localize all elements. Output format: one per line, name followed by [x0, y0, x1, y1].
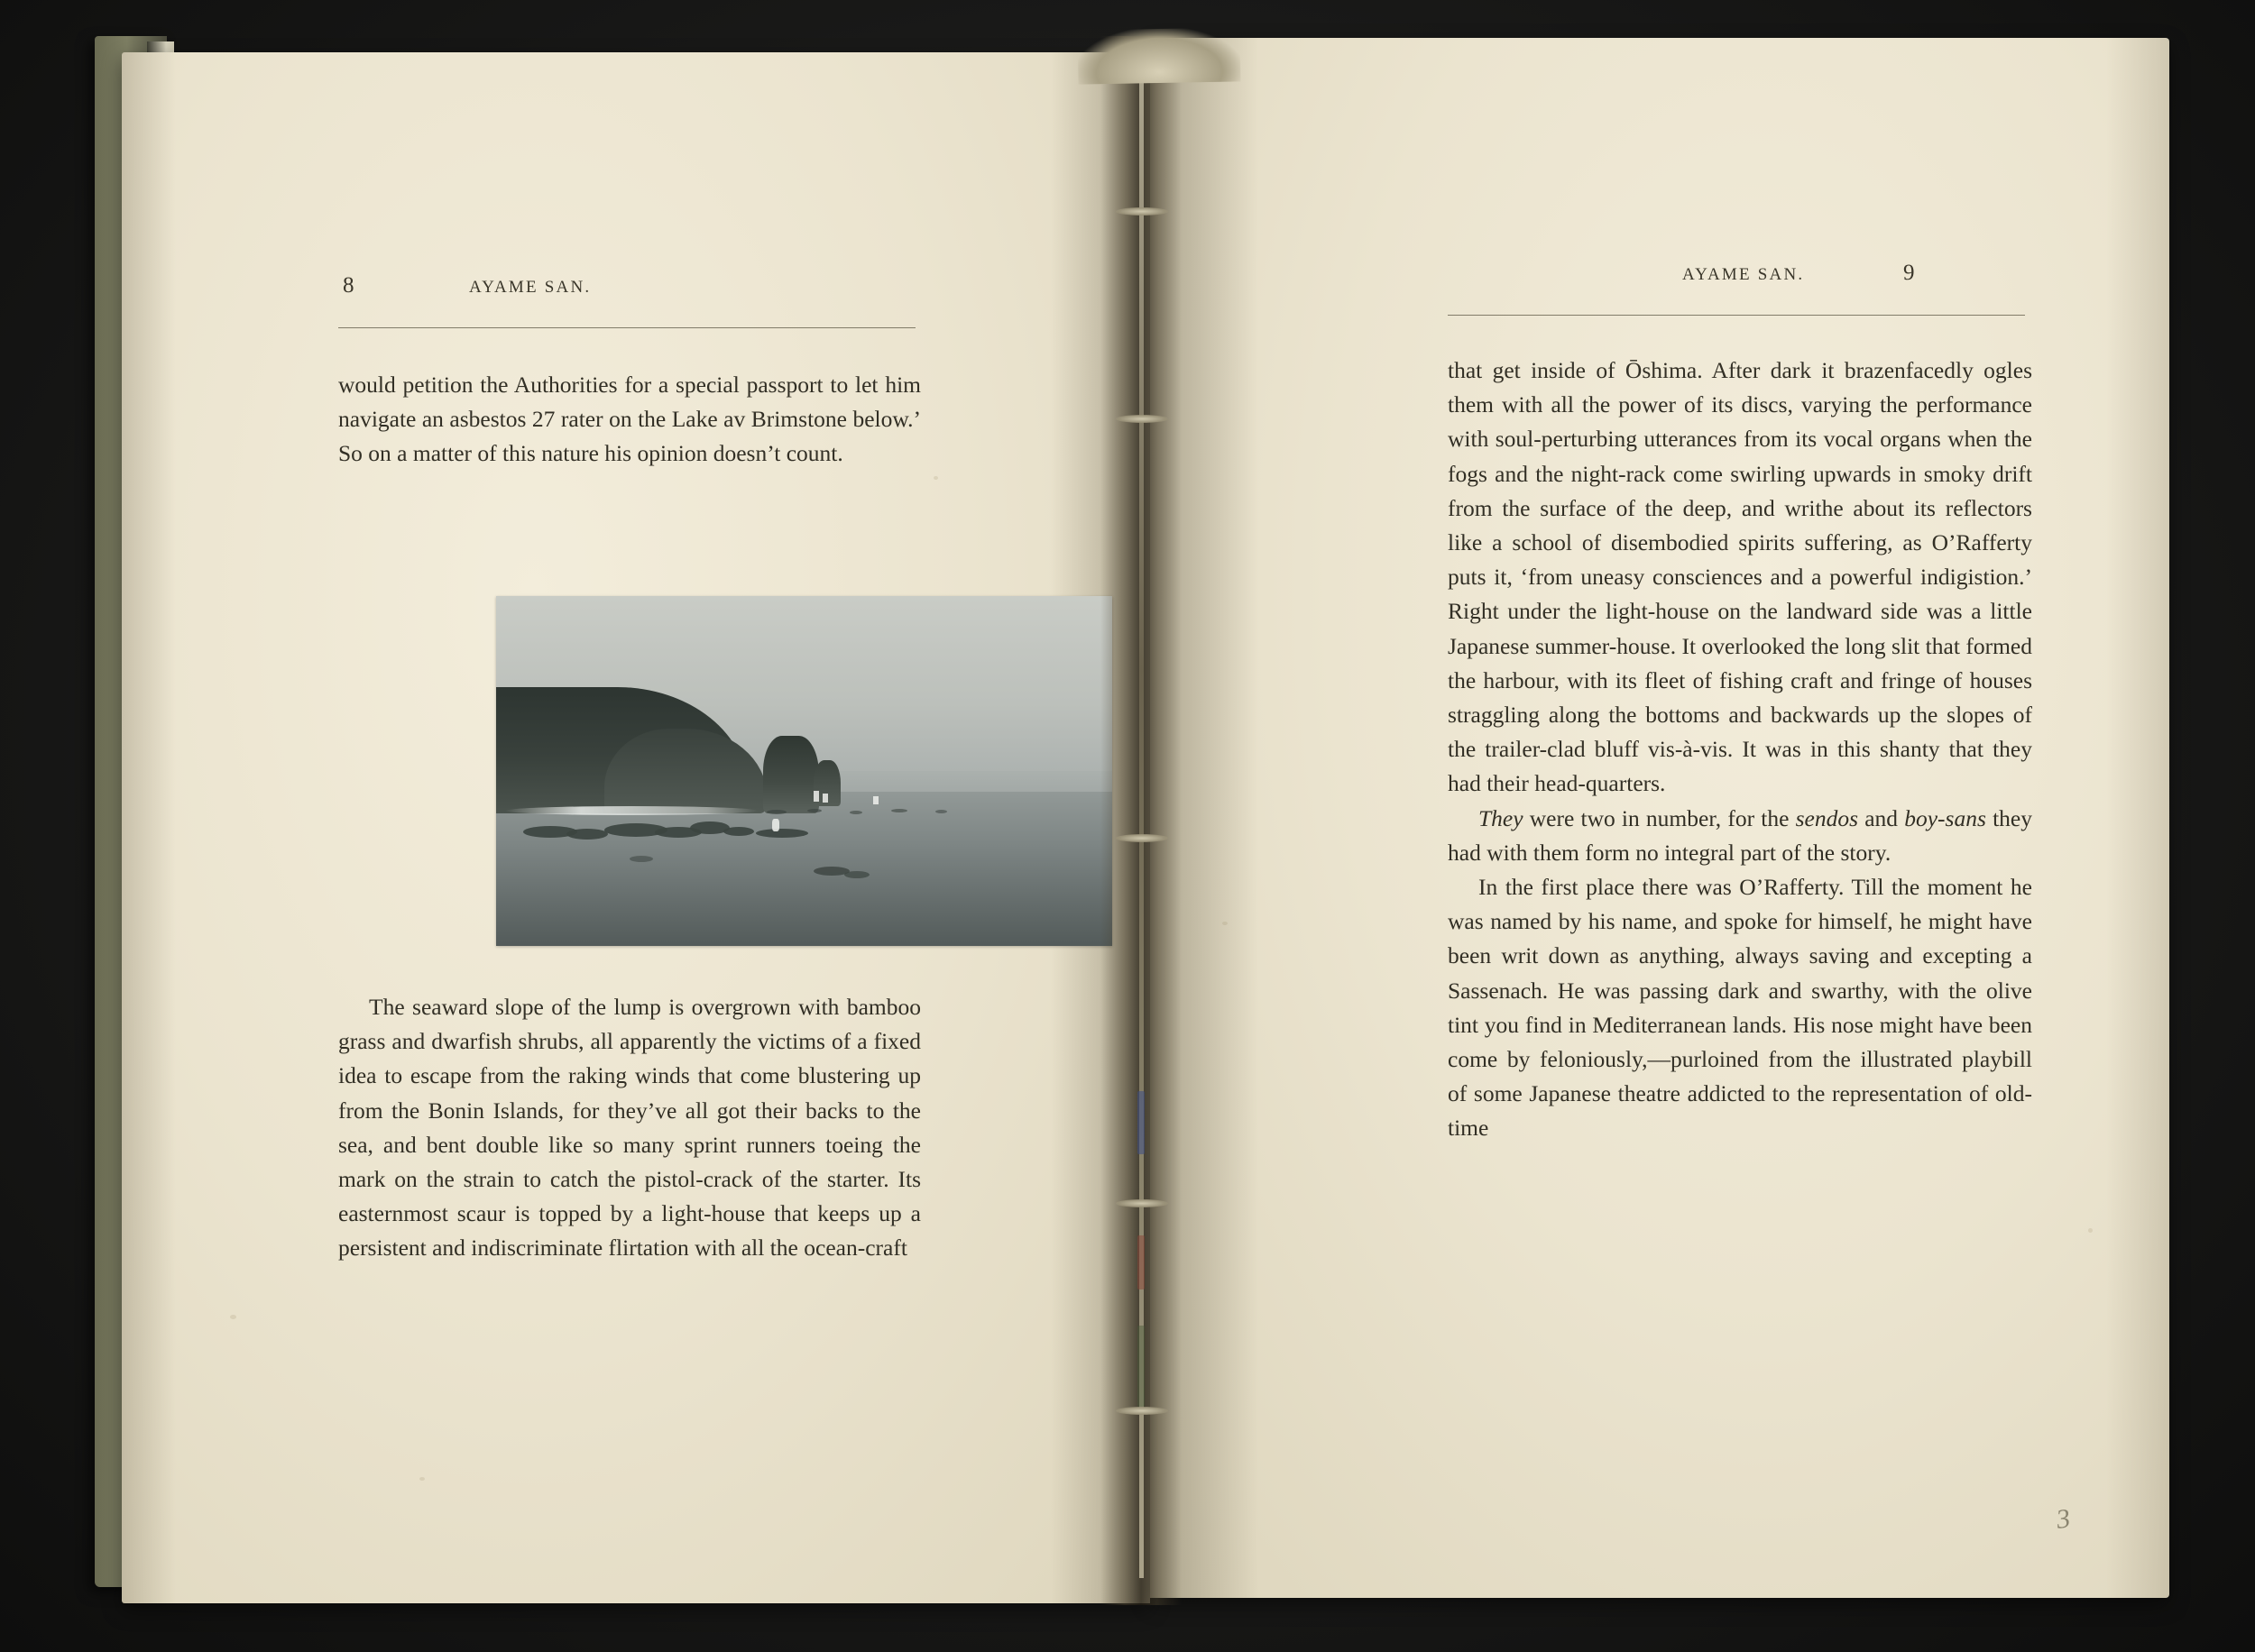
running-head-left: AYAME SAN. [469, 278, 592, 297]
paragraph: The seaward slope of the lump is overgrown with bamboo grass and dwarfish shrubs, all apparently the victims of a fixed idea to escape from the raking winds that come blustering up from the Bonin Islands, for they’ve all got their backs to the sea, and bent double like so many sprint runners toeing the mark on the strain to catch the pistol-crack of the starter. Its easternmost scaur is topped by a light-house that keeps up a persistent and indiscriminate flirtation with all the ocean-craft [338, 994, 921, 1262]
italic-boysans: boy-sans [1904, 804, 1986, 831]
paragraph: that get inside of Ōshima. After dark it brazenfacedly ogles them with all the power of its discs, varying the performance with soul-perturbing utterances from its vocal organs when the fogs and the night-rack come swirling upwards in smoky drift from the surface of the deep, and writhe about its reflectors like a school of disembodied spirits suffering, as O’Rafferty puts it, ‘from uneasy consciences and a powerful indigistion.’ Right under the light-house on the landward side was a little Japanese summer-house. It overlooked the long slit that formed the harbour, with its fleet of fishing craft and fringe of houses straggling along the bottoms and backwards up the slopes of the trailer-clad bluff vis-à-vis. It was in this shanty that they had their head-quarters. [1448, 357, 2032, 797]
thread-green [1137, 1326, 1145, 1407]
page-right [1150, 38, 2169, 1598]
spine-head-curl [1077, 27, 1240, 84]
header-rule-right [1448, 315, 2025, 316]
paragraph-tail-1: were two in number, for the [1523, 804, 1796, 831]
thread-red [1137, 1235, 1145, 1289]
italic-sendos: sendos [1795, 804, 1859, 831]
folio-left: 8 [343, 273, 354, 298]
binding-stitch [1116, 415, 1168, 423]
paragraph: would petition the Authorities for a special passport to let him navigate an asbestos 27 rater on the Lake av Brimstone below.’ So on a matter of this nature his opinion doesn’t count. [338, 372, 921, 467]
binding-stitch [1116, 834, 1168, 842]
paragraph-tail-2: and [1858, 804, 1905, 831]
binding-stitch [1116, 1199, 1168, 1207]
running-head-right: AYAME SAN. [1682, 265, 1805, 284]
paragraph-tail-3: they had with them form no integral part of the story. [1448, 804, 2032, 866]
binding-stitch [1116, 207, 1168, 216]
open-book [95, 36, 2169, 1605]
illustration-coastal-photograph [496, 596, 1112, 946]
header-rule-left [338, 327, 916, 328]
page-left [122, 52, 1150, 1603]
thread-blue [1137, 1091, 1145, 1154]
paragraph: In the first place there was O’Rafferty. Till the moment he was named by his name, and spoke for himself, he might have been writ down as anything, always saving and excepting a Sassenach. He was passing dark and swarthy, with the olive tint you find in Mediterranean lands. His nose might have been come by feloniously,—purloined from the illustrated playbill of some Japanese theatre addicted to the representation of old-time [1448, 874, 2032, 1142]
paragraph-italic-lead [1448, 802, 2032, 870]
binding-stitch [1116, 1407, 1168, 1415]
folio-right: 9 [1903, 261, 1915, 285]
italic-they: They [1478, 804, 1523, 831]
pencil-folio-mark: 3 [2054, 1503, 2073, 1535]
